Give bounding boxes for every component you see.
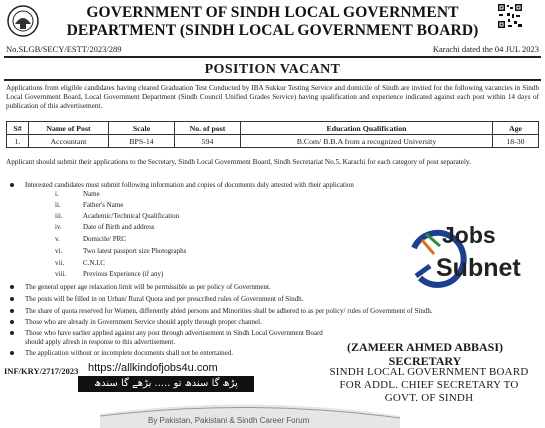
footer-text: By Pakistan, Pakistani & Sindh Career Forum xyxy=(148,416,310,425)
reference-number: No.SLGB/SECY/ESTT/2023/289 xyxy=(6,44,122,54)
dated-text: Karachi dated the 04 JUL 2023 xyxy=(432,44,539,54)
bullet-icon xyxy=(10,285,14,289)
header-title-line1: GOVERNMENT OF SINDH LOCAL GOVERNMENT xyxy=(86,4,459,21)
list-number: iii. xyxy=(55,212,63,220)
office-line: SINDH LOCAL GOVERNMENT BOARD xyxy=(329,366,529,378)
list-item xyxy=(55,247,315,257)
list-item-text: The general upper age relaxation limit will be permissible as per policy of Government. xyxy=(25,283,271,291)
bullet-icon xyxy=(10,320,14,324)
column-header: Education Qualification xyxy=(241,122,493,135)
watermark-line2: Subnet xyxy=(436,254,521,282)
watermark-line1: Jobs xyxy=(442,222,496,248)
list-item-text: Date of Birth and address xyxy=(83,223,155,231)
table-cell: 1. xyxy=(7,135,29,148)
bullet-icon xyxy=(10,297,14,301)
column-header: S# xyxy=(7,122,29,135)
bullet-icon xyxy=(10,331,14,335)
list-item xyxy=(55,212,315,222)
list-item-text: Previous Experience (if any) xyxy=(83,270,164,278)
bullet-icon xyxy=(10,351,14,355)
list-number: viii. xyxy=(55,270,67,278)
list-item-text: Domicile/ PRC xyxy=(83,235,126,243)
column-header: Scale xyxy=(109,122,175,135)
signatory-designation: SECRETARY xyxy=(388,354,462,368)
list-item xyxy=(55,270,315,280)
list-item-text: C.N.I.C xyxy=(83,259,105,267)
table-cell: BPS-14 xyxy=(109,135,175,148)
table-cell: B.Com/ B.B.A from a recognized University xyxy=(241,135,493,148)
heading-divider xyxy=(4,79,541,81)
list-item-text: The share of quota reserved for Women, differently abled persons and Minorities shall be adhered to as per policy/ rules of Government of Sindh. xyxy=(25,307,433,315)
table-cell: 18-30 xyxy=(493,135,539,148)
table-cell: 594 xyxy=(175,135,241,148)
list-item-text: The posts will be filled in on Urban/ Rural Quota and per prescribed rules of Government of Sindh. xyxy=(25,295,304,303)
inf-number: INF/KRY/2717/2023 xyxy=(4,366,79,376)
list-item xyxy=(55,190,315,200)
jobs-subnet-watermark xyxy=(384,218,534,296)
list-item-text: The application without or incomplete documents shall not be entertained. xyxy=(25,349,233,357)
urdu-slogan-banner: پڑھ گا سندھ تو ..... بڑھے گا سندھ xyxy=(78,376,254,392)
table-row xyxy=(7,135,539,148)
signatory-block xyxy=(325,340,525,368)
header-divider xyxy=(4,56,541,58)
list-number: vii. xyxy=(55,259,65,267)
list-item xyxy=(55,259,315,269)
list-number: i. xyxy=(55,190,59,198)
bullet-icon xyxy=(10,183,14,187)
list-number: v. xyxy=(55,235,60,243)
header-title-line2: DEPARTMENT (SINDH LOCAL GOVERNMENT BOARD) xyxy=(66,22,479,39)
list-item xyxy=(55,201,315,211)
office-line: FOR ADDL. CHIEF SECRETARY TO xyxy=(339,379,519,391)
list-item-text: Academic/Technical Qualification xyxy=(83,212,180,220)
list-item-text: Two latest passport size Photographs xyxy=(83,247,187,255)
list-number: vi. xyxy=(55,247,63,255)
list-item-text: Those who have earlier applied against any post through advertisement in Sindh Local Government Board should apply afresh in response to this advertisement. xyxy=(25,329,323,346)
table-cell: Accountant xyxy=(29,135,109,148)
website-link[interactable]: https://allkindofjobs4u.com xyxy=(88,362,218,374)
table-header-row xyxy=(7,122,539,135)
column-header: Name of Post xyxy=(29,122,109,135)
signatory-name: (ZAMEER AHMED ABBASI) xyxy=(346,340,504,354)
list-item xyxy=(55,235,315,245)
list-item-text: Interested candidates must submit following information and copies of documents duly attested with their application xyxy=(25,181,354,189)
vacancy-table xyxy=(6,121,539,148)
bullet-icon xyxy=(10,309,14,313)
applicant-note: Applicant should submit their applications to the Secretary, Sindh Local Government Board, Sindh Secretariat No.5, Karachi for each category of post separately. xyxy=(6,158,471,166)
list-number: ii. xyxy=(55,201,61,209)
column-header: Age xyxy=(493,122,539,135)
list-item xyxy=(55,223,315,233)
office-line: GOVT. OF SINDH xyxy=(384,392,474,404)
column-header: No. of post xyxy=(175,122,241,135)
list-number: iv. xyxy=(55,223,62,231)
position-vacant-heading: POSITION VACANT xyxy=(204,62,341,77)
intro-paragraph: Applications from eligible candidates having cleared Graduation Test Conducted by IBA Sukkur Testing Service and domicile of Sindh are invited for the following vacancies in Sindh Local Government Board, Local Government Department (Sindh Council Unified Grades Service) having qualification and experience indicated against each post within 14 days of publication of this advertisement. xyxy=(6,84,539,110)
list-item-text: Those who are already in Government Service should apply through proper channel. xyxy=(25,318,262,326)
list-item-text: Name xyxy=(83,190,100,198)
list-item-text: Father's Name xyxy=(83,201,124,209)
